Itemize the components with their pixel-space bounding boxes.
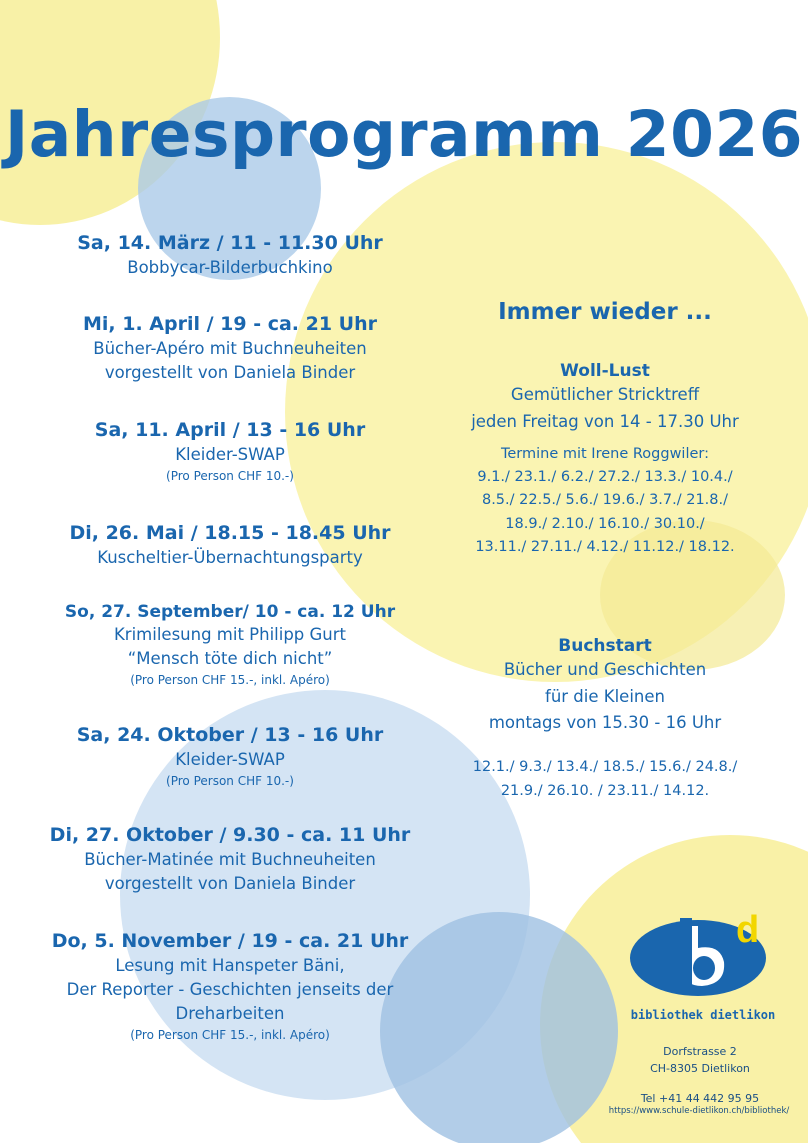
buchstart-title: Buchstart (558, 636, 652, 656)
wolllust-dates-line: 8.5./ 22.5./ 5.6./ 19.6./ 3.7./ 21.8./ (481, 492, 729, 509)
website-url[interactable]: https://www.schule-dietlikon.ch/bibliothek/ (608, 1106, 790, 1116)
event-line: “Mensch töte dich nicht” (127, 649, 333, 669)
event-line: Kuscheltier-Übernachtungsparty (97, 547, 363, 567)
buchstart-dates-line: 21.9./ 26.10. / 23.11./ 14.12. (500, 782, 710, 799)
event-line: Bobbycar-Bilderbuchkino (127, 257, 333, 277)
wolllust-line: jeden Freitag von 14 - 17.30 Uhr (471, 411, 739, 431)
event-line: Bücher-Apéro mit Buchneuheiten (93, 338, 367, 358)
page-title: Jahresprogramm 2026 (4, 98, 804, 171)
wolllust-dates-line: 18.9./ 2.10./ 16.10./ 30.10./ (505, 515, 705, 532)
wolllust-dates-line: 13.11./ 27.11./ 4.12./ 11.12./ 18.12. (475, 538, 735, 555)
event-5 (30, 602, 430, 689)
event-6 (30, 724, 430, 790)
event-heading: Di, 27. Oktober / 9.30 - ca. 11 Uhr (49, 824, 411, 846)
event-heading: Mi, 1. April / 19 - ca. 21 Uhr (82, 313, 378, 335)
event-1 (30, 232, 430, 280)
library-logo-text: bibliothek dietlikon (630, 1008, 776, 1022)
address-line: CH-8305 Dietlikon (650, 1062, 750, 1075)
event-line: Der Reporter - Geschichten jenseits der (66, 979, 394, 999)
event-note: (Pro Person CHF 10.-) (166, 468, 294, 483)
event-2 (30, 313, 430, 385)
wolllust-block (425, 361, 785, 559)
wolllust-line: Gemütlicher Stricktreff (510, 385, 700, 405)
event-3 (30, 419, 430, 485)
event-note: (Pro Person CHF 15.-, inkl. Apéro) (130, 1027, 330, 1042)
event-heading: So, 27. September/ 10 - ca. 12 Uhr (64, 602, 396, 622)
event-note: (Pro Person CHF 10.-) (166, 773, 294, 788)
event-heading: Sa, 11. April / 13 - 16 Uhr (94, 419, 366, 441)
event-8 (30, 930, 430, 1044)
event-line: Kleider-SWAP (175, 749, 285, 769)
event-heading: Sa, 14. März / 11 - 11.30 Uhr (77, 232, 383, 254)
library-logo (628, 898, 778, 1028)
event-line: vorgestellt von Daniela Binder (104, 873, 356, 893)
phone-number: Tel +41 44 442 95 95 (640, 1092, 760, 1105)
event-heading: Do, 5. November / 19 - ca. 21 Uhr (51, 930, 409, 952)
event-heading: Di, 26. Mai / 18.15 - 18.45 Uhr (69, 522, 391, 544)
recurring-heading-block (425, 298, 785, 327)
buchstart-line: montags von 15.30 - 16 Uhr (488, 713, 722, 733)
event-line: Lesung mit Hanspeter Bäni, (115, 955, 345, 975)
address-line: Dorfstrasse 2 (663, 1045, 737, 1058)
recurring-heading: Immer wieder ... (498, 299, 712, 325)
event-line: Kleider-SWAP (175, 444, 285, 464)
event-4 (30, 522, 430, 570)
wolllust-dates-line: 9.1./ 23.1./ 6.2./ 27.2./ 13.3./ 10.4./ (477, 469, 733, 486)
buchstart-dates-line: 12.1./ 9.3./ 13.4./ 18.5./ 15.6./ 24.8./ (472, 759, 738, 776)
buchstart-line: für die Kleinen (545, 686, 665, 706)
buchstart-block (425, 636, 785, 803)
wolllust-dates-intro: Termine mit Irene Roggwiler: (500, 446, 710, 463)
wolllust-title: Woll-Lust (560, 361, 650, 381)
event-line: vorgestellt von Daniela Binder (104, 362, 356, 382)
svg-text:d: d (736, 909, 760, 951)
event-line: Dreharbeiten (175, 1003, 285, 1023)
event-note: (Pro Person CHF 15.-, inkl. Apéro) (130, 673, 330, 688)
buchstart-line: Bücher und Geschichten (503, 660, 707, 680)
event-heading: Sa, 24. Oktober / 13 - 16 Uhr (76, 724, 384, 746)
event-7 (30, 824, 430, 896)
event-line: Krimilesung mit Philipp Gurt (113, 625, 347, 645)
event-line: Bücher-Matinée mit Buchneuheiten (84, 849, 376, 869)
